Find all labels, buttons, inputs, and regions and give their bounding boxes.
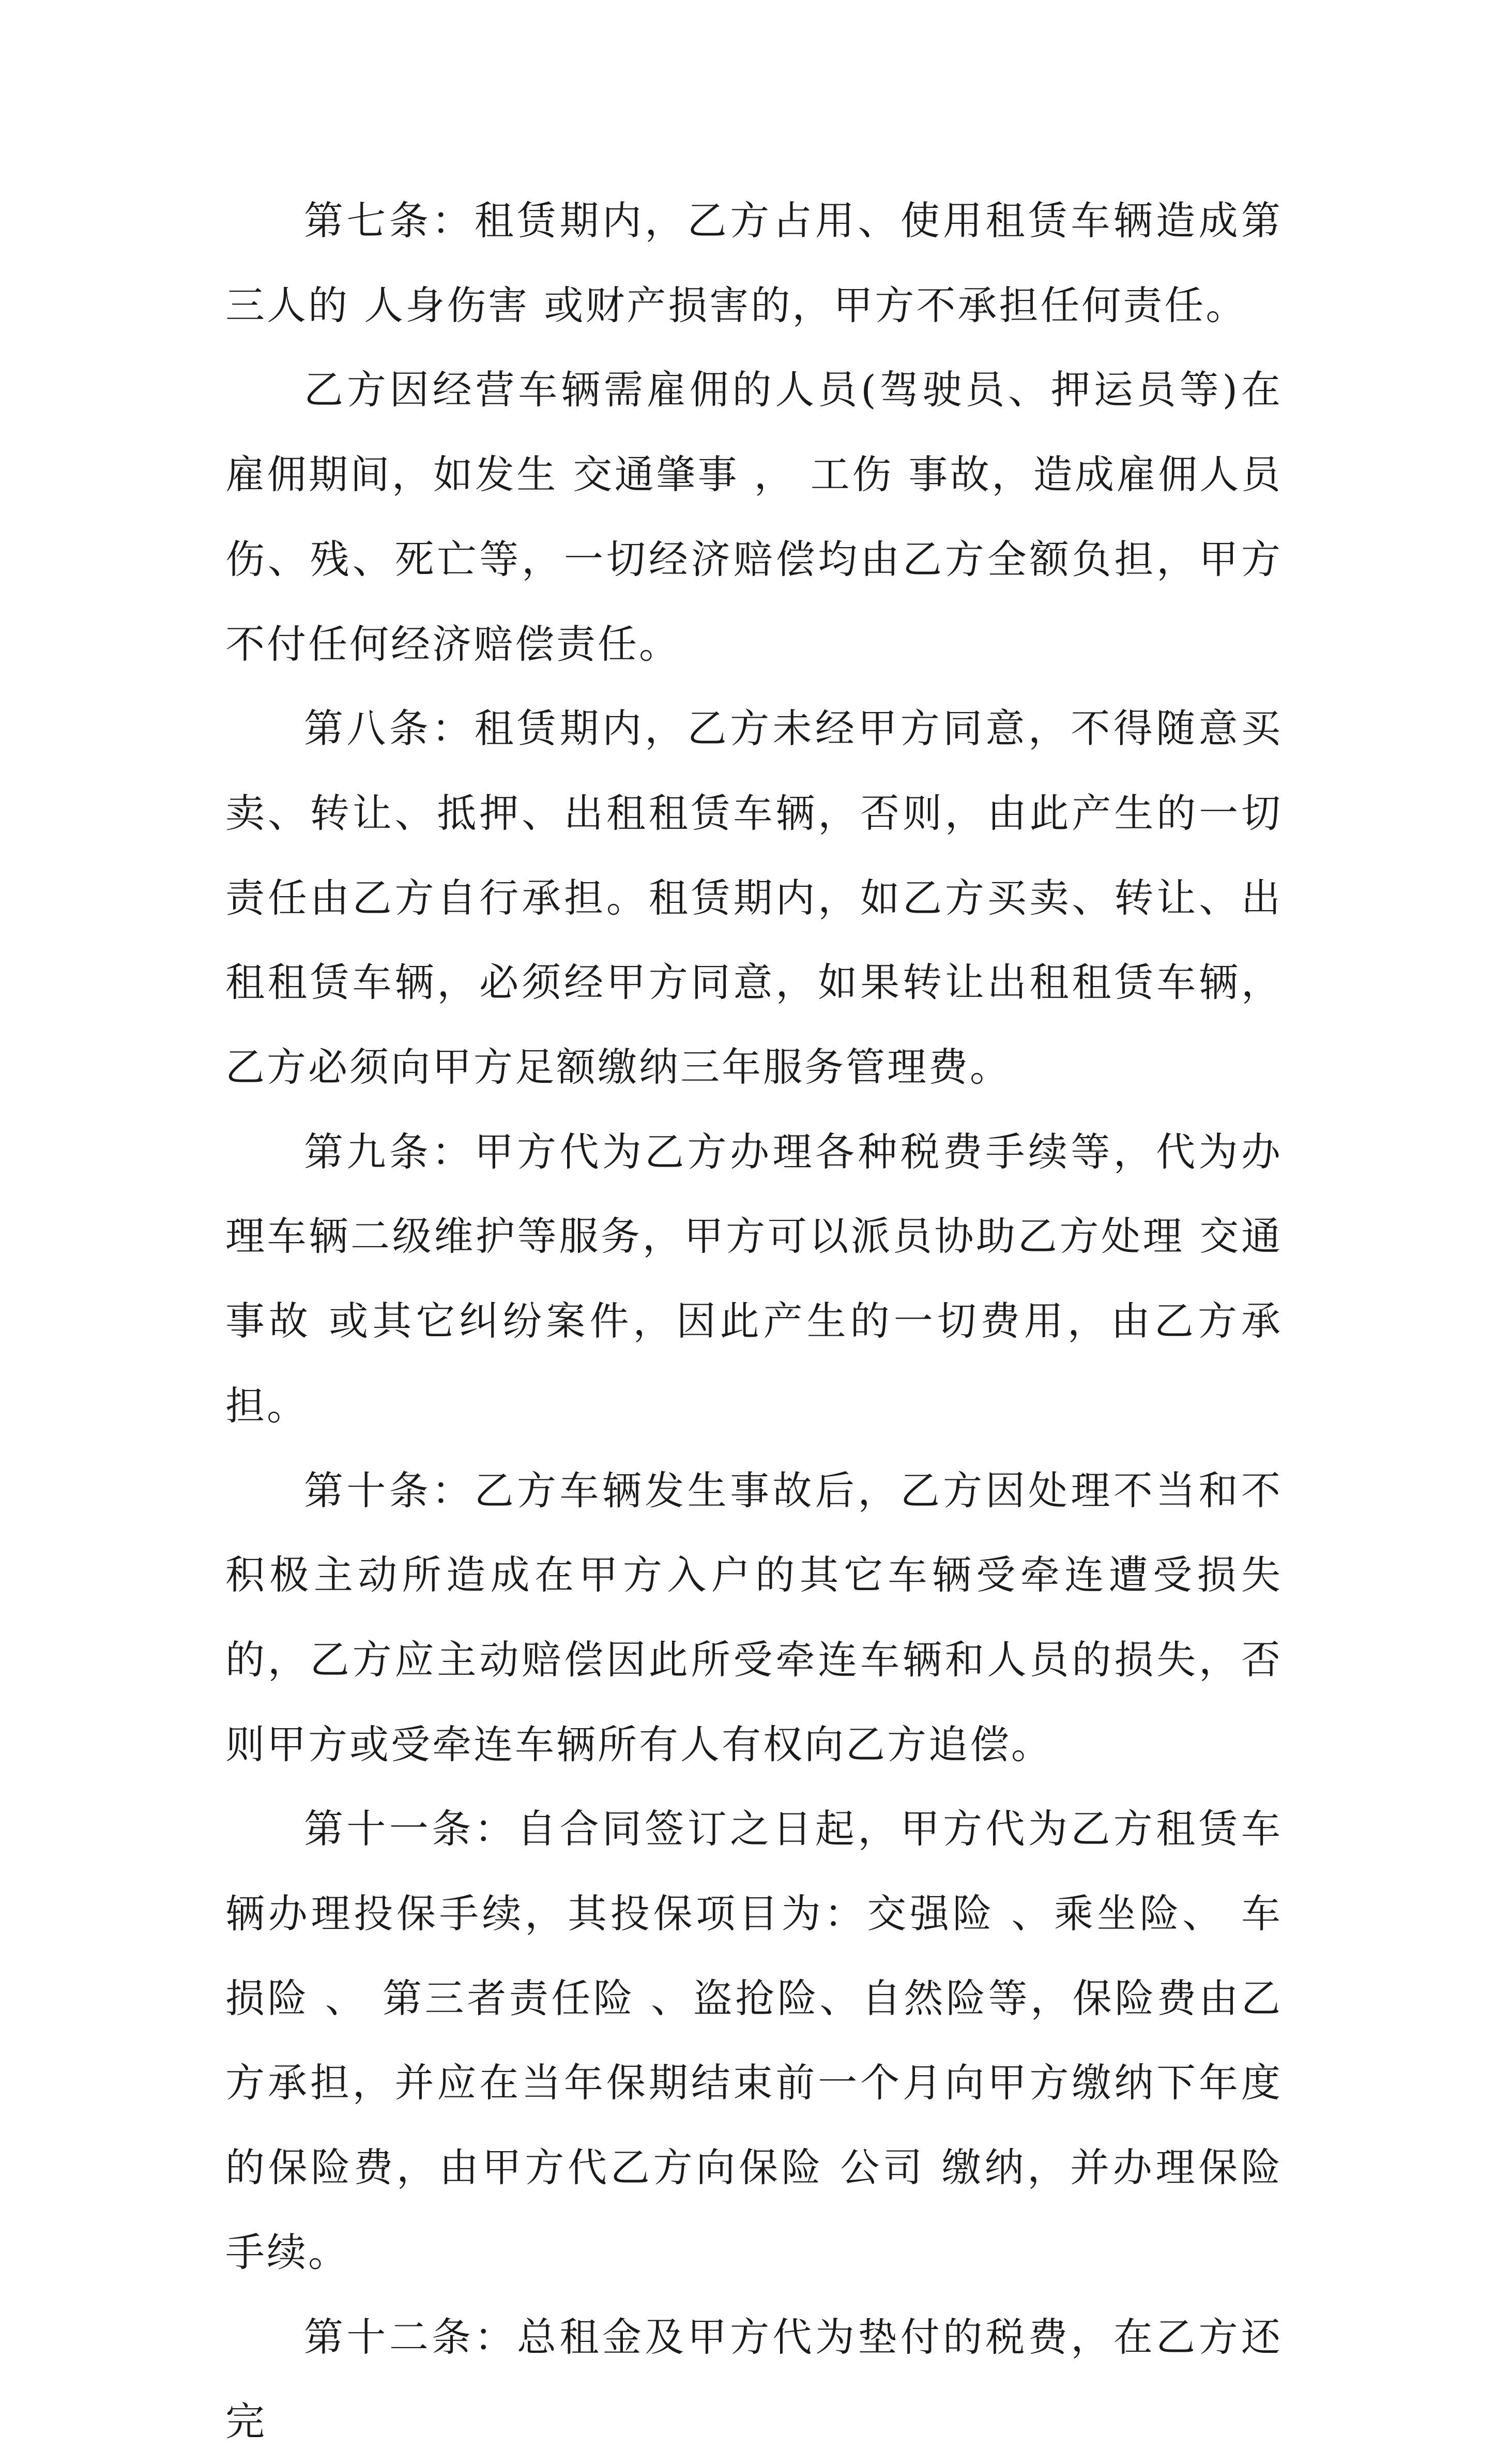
clause-11-paragraph: 第十一条：自合同签订之日起，甲方代为乙方租赁车辆办理投保手续，其投保项目为：交强险 、乘坐险、 车损险 、 第三者责任险 、盗抢险、自然险等，保险费由乙方承担，并应在当年保期结束前一个月向甲方缴纳下年度的保险费，由甲方代乙方向保险 公司 缴纳，并办理保险手续。 bbox=[225, 1806, 1283, 2275]
clause-9-paragraph: 第九条：甲方代为乙方办理各种税费手续等，代为办理车辆二级维护等服务，甲方可以派员协助乙方处理 交通事故 或其它纠纷案件，因此产生的一切费用，由乙方承担。 bbox=[225, 1128, 1283, 1429]
document-body bbox=[225, 178, 1283, 2464]
clause-8-paragraph: 第八条：租赁期内，乙方未经甲方同意，不得随意买卖、转让、抵押、出租租赁车辆，否则，由此产生的一切责任由乙方自行承担。租赁期内，如乙方买卖、转让、出租租赁车辆，必须经甲方同意，如果转让出租租赁车辆，乙方必须向甲方足额缴纳三年服务管理费。 bbox=[225, 705, 1283, 1091]
clause-12-paragraph: 第十二条：总租金及甲方代为垫付的税费，在乙方还完 bbox=[225, 2314, 1283, 2445]
clause-10-paragraph: 第十条：乙方车辆发生事故后，乙方因处理不当和不积极主动所造成在甲方入户的其它车辆受牵连遭受损失的，乙方应主动赔偿因此所受牵连车辆和人员的损失，否则甲方或受牵连车辆所有人有权向乙方追偿。 bbox=[225, 1467, 1283, 1767]
employee-liability-paragraph: 乙方因经营车辆需雇佣的人员(驾驶员、押运员等)在雇佣期间，如发生 交通肇事 ， 工伤 事故，造成雇佣人员伤、残、死亡等，一切经济赔偿均由乙方全额负担，甲方不付任何经济赔偿责任。 bbox=[225, 367, 1283, 667]
clause-7-paragraph: 第七条：租赁期内，乙方占用、使用租赁车辆造成第三人的 人身伤害 或财产损害的，甲方不承担任何责任。 bbox=[225, 198, 1283, 328]
